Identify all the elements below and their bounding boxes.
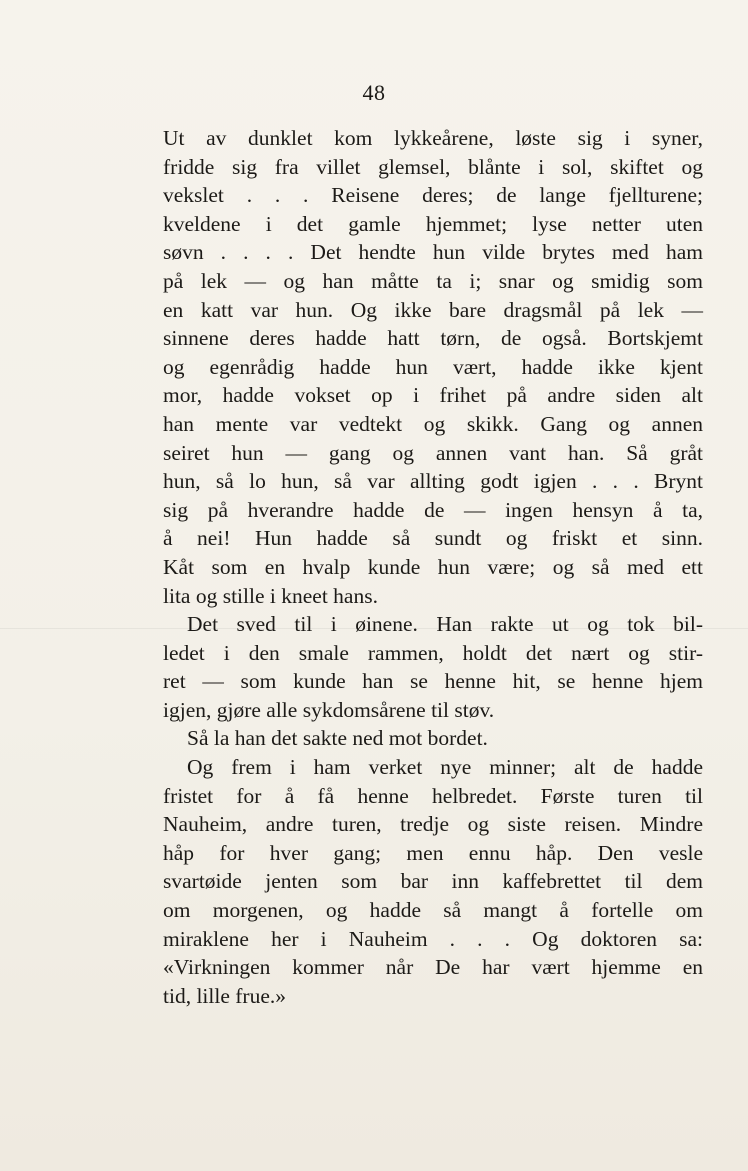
text-line: lita og stille i kneet hans. bbox=[163, 583, 378, 608]
text-line: kveldene i det gamle hjemmet; lyse netter uten bbox=[163, 211, 703, 236]
text-line: han mente var vedtekt og skikk. Gang og annen bbox=[163, 411, 703, 436]
text-line: sinnene deres hadde hatt tørn, de også. Bortskjemt bbox=[163, 326, 703, 351]
text-line: ledet i den smale rammen, holdt det nært og stir- bbox=[163, 640, 703, 665]
text-line: en katt var hun. Og ikke bare dragsmål på lek — bbox=[163, 297, 703, 322]
text-line: fristet for å få henne helbredet. Første turen til bbox=[163, 783, 703, 808]
text-line: Det sved til i øinene. Han rakte ut og tok bil- bbox=[187, 612, 703, 637]
text-line: å nei! Hun hadde så sundt og friskt et sinn. bbox=[163, 526, 703, 551]
text-line: miraklene her i Nauheim . . . Og doktoren sa: bbox=[163, 926, 703, 951]
text-line: «Virkningen kommer når De har vært hjemme en bbox=[163, 955, 703, 980]
text-line: håp for hver gang; men ennu håp. Den vesle bbox=[163, 840, 703, 865]
text-line: ret — som kunde han se henne hit, se henne hjem bbox=[163, 669, 703, 694]
text-line: og egenrådig hadde hun vært, hadde ikke kjent bbox=[163, 354, 703, 379]
text-line: igjen, gjøre alle sykdomsårene til støv. bbox=[163, 697, 495, 722]
text-line: Ut av dunklet kom lykkeårene, løste sig i syner, bbox=[163, 126, 703, 150]
text-line: fridde sig fra villet glemsel, blånte i sol, skiftet og bbox=[163, 154, 703, 179]
text-line: hun, så lo hun, så var allting godt igjen . . . Brynt bbox=[163, 469, 703, 494]
text-line: om morgenen, og hadde så mangt å fortelle om bbox=[163, 898, 703, 923]
text-line: søvn . . . . Det hendte hun vilde brytes med ham bbox=[163, 240, 703, 265]
text-line: Og frem i ham verket nye minner; alt de hadde bbox=[187, 755, 703, 780]
text-line: på lek — og han måtte ta i; snar og smidig som bbox=[163, 268, 703, 293]
text-line: mor, hadde vokset op i frihet på andre siden alt bbox=[163, 383, 703, 408]
page-number: 48 bbox=[362, 80, 386, 105]
body-text bbox=[163, 124, 703, 1010]
text-line: Kåt som en hvalp kunde hun være; og så med ett bbox=[163, 554, 703, 579]
text-line: seiret hun — gang og annen vant han. Så gråt bbox=[163, 440, 703, 465]
text-line: sig på hverandre hadde de — ingen hensyn å ta, bbox=[163, 497, 703, 522]
text-line: Nauheim, andre turen, tredje og siste reisen. Mindre bbox=[163, 812, 703, 837]
text-line: Så la han det sakte ned mot bordet. bbox=[187, 726, 488, 751]
text-line: svartøide jenten som bar inn kaffebrettet til dem bbox=[163, 869, 703, 894]
text-line: vekslet . . . Reisene deres; de lange fjellturene; bbox=[163, 183, 703, 208]
text-line: tid, lille frue.» bbox=[163, 983, 286, 1008]
